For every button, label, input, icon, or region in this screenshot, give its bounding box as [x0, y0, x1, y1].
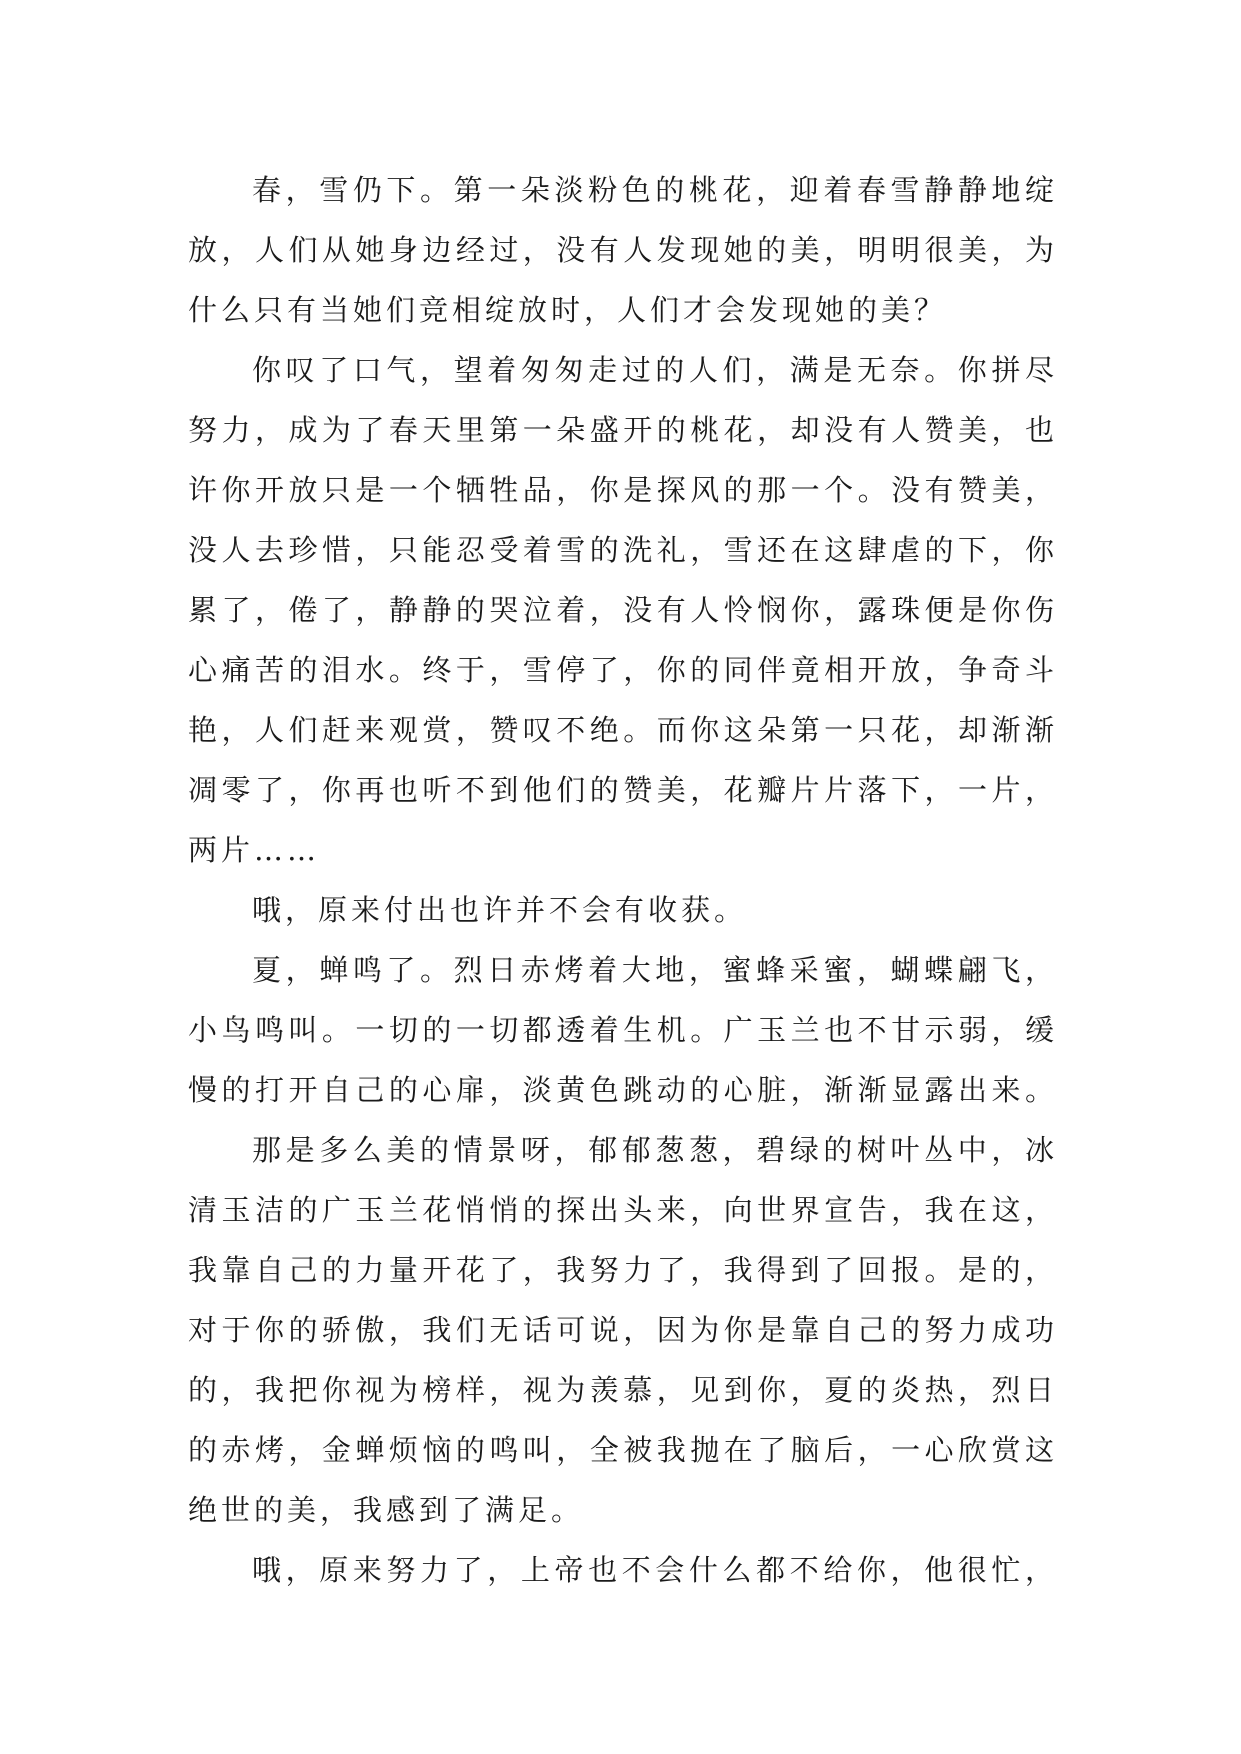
text-line: 哦，原来付出也许并不会有收获。 — [252, 893, 748, 927]
text-line: 累了，倦了，静静的哭泣着，没有人怜悯你，露珠便是你伤 — [188, 593, 1058, 627]
text-line: 春，雪仍下。第一朵淡粉色的桃花，迎着春雪静静地绽 — [252, 173, 1058, 207]
text-line: 凋零了，你再也听不到他们的赞美，花瓣片片落下，一片， — [188, 773, 1058, 807]
paragraph-summer — [188, 940, 1058, 1120]
paragraph-spring — [188, 160, 1058, 340]
text-line: 绝世的美，我感到了满足。 — [188, 1493, 585, 1527]
text-line: 努力，成为了春天里第一朵盛开的桃花，却没有人赞美，也 — [188, 413, 1058, 447]
text-line: 夏，蝉鸣了。烈日赤烤着大地，蜜蜂采蜜，蝴蝶翩飞， — [252, 953, 1058, 987]
text-line: 我靠自己的力量开花了，我努力了，我得到了回报。是的， — [188, 1253, 1058, 1287]
text-line: 没人去珍惜，只能忍受着雪的洗礼，雪还在这肆虐的下，你 — [188, 533, 1058, 567]
paragraph-sigh — [188, 340, 1058, 880]
article-body — [188, 160, 1058, 1600]
text-line: 许你开放只是一个牺牲品，你是探风的那一个。没有赞美， — [188, 473, 1058, 507]
text-line: 什么只有当她们竞相绽放时，人们才会发现她的美？ — [188, 293, 948, 327]
text-line: 哦，原来努力了，上帝也不会什么都不给你，他很忙， — [252, 1553, 1058, 1587]
text-line: 的，我把你视为榜样，视为羡慕，见到你，夏的炎热，烈日 — [188, 1373, 1058, 1407]
text-line: 清玉洁的广玉兰花悄悄的探出头来，向世界宣告，我在这， — [188, 1193, 1058, 1227]
paragraph-reflection-2 — [188, 1540, 1058, 1600]
text-line: 慢的打开自己的心扉，淡黄色跳动的心脏，渐渐显露出来。 — [188, 1073, 1058, 1107]
text-line: 艳，人们赶来观赏，赞叹不绝。而你这朵第一只花，却渐渐 — [188, 713, 1058, 747]
paragraph-magnolia — [188, 1120, 1058, 1540]
text-line: 小鸟鸣叫。一切的一切都透着生机。广玉兰也不甘示弱，缓 — [188, 1013, 1058, 1047]
text-line: 放，人们从她身边经过，没有人发现她的美，明明很美，为 — [188, 233, 1058, 267]
text-line: 那是多么美的情景呀，郁郁葱葱，碧绿的树叶丛中，冰 — [252, 1133, 1058, 1167]
text-line: 对于你的骄傲，我们无话可说，因为你是靠自己的努力成功 — [188, 1313, 1058, 1347]
text-line: 的赤烤，金蝉烦恼的鸣叫，全被我抛在了脑后，一心欣赏这 — [188, 1433, 1058, 1467]
text-line: 两片…… — [188, 833, 321, 867]
text-line: 你叹了口气，望着匆匆走过的人们，满是无奈。你拼尽 — [252, 353, 1058, 387]
text-line: 心痛苦的泪水。终于，雪停了，你的同伴竟相开放，争奇斗 — [188, 653, 1058, 687]
paragraph-reflection-1 — [188, 880, 1058, 940]
